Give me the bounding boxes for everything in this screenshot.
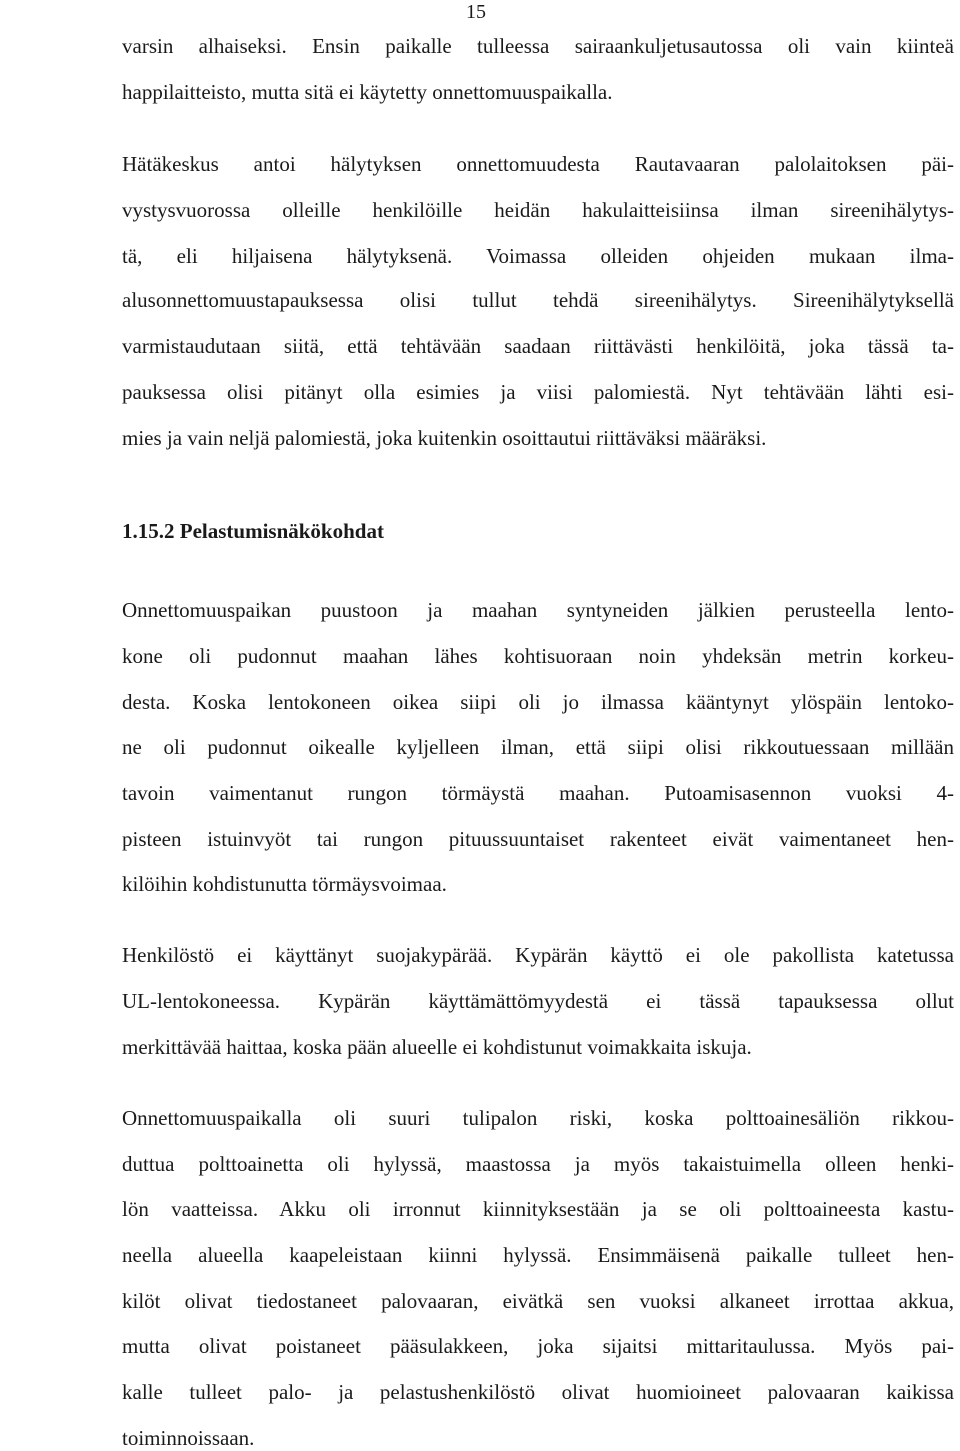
text-line: mies ja vain neljä palomiestä, joka kuitenkin osoittautui riittäväksi määräksi. [122, 426, 767, 450]
text-line: kilöihin kohdistunutta törmäysvoimaa. [122, 872, 447, 896]
text-line: merkittävää haittaa, koska pään alueelle ei kohdistunut voimakkaita iskuja. [122, 1035, 752, 1059]
text-line: happilaitteisto, mutta sitä ei käytetty onnettomuuspaikalla. [122, 80, 613, 104]
text-line: tä, eli hiljaisena hälytyksenä. Voimassa olleiden ohjeiden mukaan ilma- [122, 244, 954, 268]
text-line: pauksessa olisi pitänyt olla esimies ja viisi palomiestä. Nyt tehtävään lähti esi- [122, 380, 954, 404]
text-line: tavoin vaimentanut rungon törmäystä maahan. Putoamisasennon vuoksi 4- [122, 781, 954, 805]
text-line: kone oli pudonnut maahan lähes kohtisuoraan noin yhdeksän metrin korkeu- [122, 644, 954, 668]
text-line: Henkilöstö ei käyttänyt suojakypärää. Kypärän käyttö ei ole pakollista katetussa [122, 943, 954, 967]
text-line: ne oli pudonnut oikealle kyljelleen ilman, että siipi olisi rikkoutuessaan millään [122, 735, 954, 759]
page-number: 15 [466, 1, 486, 23]
text-line: mutta olivat poistaneet pääsulakkeen, joka sijaitsi mittaritaulussa. Myös pai- [122, 1334, 954, 1358]
text-line: Onnettomuuspaikan puustoon ja maahan syntyneiden jälkien perusteella lento- [122, 598, 954, 622]
text-line: desta. Koska lentokoneen oikea siipi oli jo ilmassa kääntynyt ylöspäin lentoko- [122, 690, 954, 714]
text-line: pisteen istuinvyöt tai rungon pituussuuntaiset rakenteet eivät vaimentaneet hen- [122, 827, 954, 851]
text-line: varsin alhaiseksi. Ensin paikalle tulleessa sairaankuljetusautossa oli vain kiinteä [122, 34, 954, 58]
text-line: kalle tulleet palo- ja pelastushenkilöstö olivat huomioineet palovaaran kaikissa [122, 1380, 954, 1404]
text-line: neella alueella kaapeleistaan kiinni hylyssä. Ensimmäisenä paikalle tulleet hen- [122, 1243, 954, 1267]
text-line: lön vaatteissa. Akku oli irronnut kiinnityksestään ja se oli polttoaineesta kastu- [122, 1197, 954, 1221]
text-line: alusonnettomuustapauksessa olisi tullut tehdä sireenihälytys. Sireenihälytyksellä [122, 288, 954, 312]
text-line: Hätäkeskus antoi hälytyksen onnettomuudesta Rautavaaran palolaitoksen päi- [122, 152, 954, 176]
text-line: UL-lentokoneessa. Kypärän käyttämättömyydestä ei tässä tapauksessa ollut [122, 989, 954, 1013]
text-line: toiminnoissaan. [122, 1426, 255, 1450]
text-line: varmistaudutaan siitä, että tehtävään saadaan riittävästi henkilöitä, joka tässä ta- [122, 334, 954, 358]
text-line: kilöt olivat tiedostaneet palovaaran, eivätkä sen vuoksi alkaneet irrottaa akkua, [122, 1289, 954, 1313]
section-heading: 1.15.2 Pelastumisnäkökohdat [122, 519, 384, 543]
text-line: duttua polttoainetta oli hylyssä, maastossa ja myös takaistuimella olleen henki- [122, 1152, 954, 1176]
text-line: Onnettomuuspaikalla oli suuri tulipalon riski, koska polttoainesäliön rikkou- [122, 1106, 954, 1130]
text-line: vystysvuorossa olleille henkilöille heidän hakulaitteisiinsa ilman sireenihälytys- [122, 198, 954, 222]
